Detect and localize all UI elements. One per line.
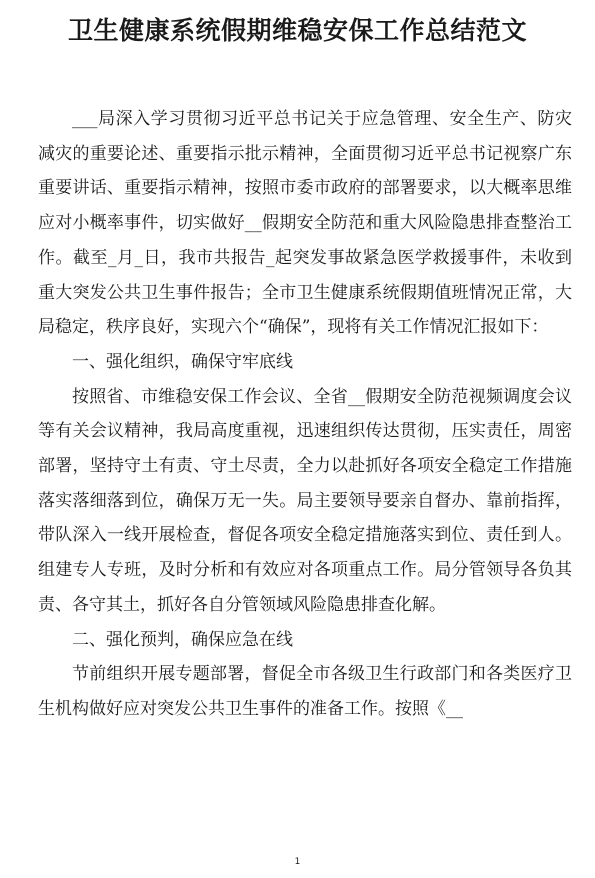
document-body	[38, 102, 572, 727]
page-number: 1	[294, 857, 301, 867]
intro-paragraph: ___局深入学习贯彻习近平总书记关于应急管理、安全生产、防灾减灾的重要论述、重要指示批示精神，全面贯彻习近平总书记视察广东重要讲话、重要指示精神，按照市委市政府的部署要求，以大概率思维应对小概率事件，切实做好__假期安全防范和重大风险隐患排查整治工作。截至_月_日，我市共报告_起突发事故紧急医学救援事件，未收到重大突发公共卫生事件报告；全市卫生健康系统假期值班情况正常，大局稳定，秩序良好，实现六个“确保”，现将有关工作情况汇报如下：	[38, 109, 572, 338]
section-heading-2: 二、强化预判，确保应急在线	[72, 629, 293, 650]
section-heading-1: 一、强化组织，确保守牢底线	[72, 351, 293, 372]
section-2-paragraph: 节前组织开展专题部署，督促全市各级卫生行政部门和各类医疗卫生机构做好应对突发公共卫生事件的准备工作。按照《__	[38, 664, 572, 719]
document-title: 卫生健康系统假期维稳安保工作总结范文	[67, 16, 527, 45]
section-1-paragraph: 按照省、市维稳安保工作会议、全省__假期安全防范视频调度会议等有关会议精神，我局高度重视，迅速组织传达贯彻，压实责任，周密部署，坚持守土有责、守土尽责，全力以赴抓好各项安全稳定工作措施落实落细落到位，确保万无一失。局主要领导要亲自督办、靠前指挥，带队深入一线开展检查，督促各项安全稳定措施落实到位、责任到人。组建专人专班，及时分析和有效应对各项重点工作。局分管领导各负其责、各守其土，抓好各自分管领域风险隐患排查化解。	[38, 386, 572, 615]
